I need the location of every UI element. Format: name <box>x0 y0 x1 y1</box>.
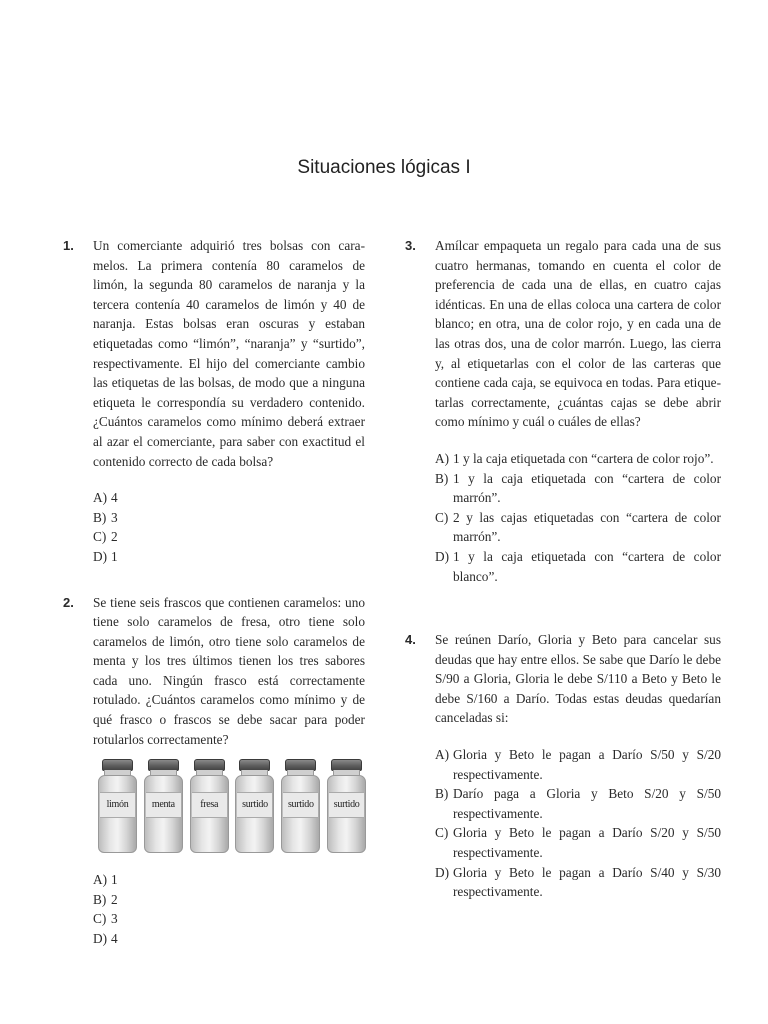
question-text: Amílcar empaqueta un regalo para cada una de sus cuatro hermanas, tomando en cuenta el color de preferencia de cada una de ellas, en cuatro cajas idénticas. En una de ellas coloca una cartera de color blanco; en otra, una de color rojo, y en cada una de las otras dos, una de color marrón. Luego, las cierra y, al etiquetarlas con el color de las carteras que contiene cada caja, se equivoca en todas. Para etiquetarlas correctamente, ¿cuántas cajas se debe abrir como mínimo y cuál o cuáles de ellas? <box>435 238 721 430</box>
options-list <box>93 488 365 566</box>
question-text: Se tiene seis frascos que contienen caramelos: uno tiene solo caramelos de fresa, otro tiene solo caramelos de limón, otro tiene solo caramelos de menta y los tres últimos tienen los tres sabores cada uno. Ningún frasco está correctamente rotulado. ¿Cuántos caramelos como mínimo y de qué frasco o frascos se debe sacar para poder rotularlos correctamente? <box>93 594 365 747</box>
jar-label: surtido <box>237 792 272 818</box>
left-column <box>63 236 365 949</box>
options-list <box>93 870 365 948</box>
options-list <box>435 449 721 586</box>
option-b: B) 3 <box>93 509 118 525</box>
option-c: C) 2 <box>93 529 118 545</box>
option-d: D) 1 y la caja etiquetada con “cartera de color blanco”. <box>435 548 721 584</box>
option-b: B) 2 <box>93 891 118 907</box>
option-d: D) 4 <box>93 931 118 947</box>
jar <box>98 759 136 853</box>
option-a: A) 1 y la caja etiquetada con “cartera de color rojo”. <box>435 450 714 466</box>
page-title: Situaciones lógicas I <box>297 157 471 178</box>
question-3 <box>405 236 721 586</box>
option-d: D) 1 <box>93 548 118 564</box>
question-number: 3. <box>405 238 416 253</box>
jar-label: surtido <box>283 792 318 818</box>
option-a: A) Gloria y Beto le pagan a Darío S/50 y S/20 respectivamente. <box>435 747 721 782</box>
question-text: Un comerciante adquirió tres bolsas con caramelos. La primera contenía 80 caramelos de limón, la segunda 80 caramelos de naranja y la tercera contenía 40 caramelos de limón y 40 de naranja. Estas bolsas eran oscuras y estaban etiquetadas como “limón”, “naranja” y “surtido”, respectivamente. El hijo del comerciante cambio las etiquetas de las bolsas, de modo que a ninguna etiqueta le correspondía su verdadero contenido. ¿Cuántos caramelos como mínimo deberá extraer al azar el comerciante, para saber con exactitud el contenido correcto de cada bolsa? <box>93 238 365 469</box>
option-b: B) Darío paga a Gloria y Beto S/20 y S/50 respectivamente. <box>435 786 721 821</box>
jar-label: limón <box>100 792 135 818</box>
option-c: C) 3 <box>93 911 118 927</box>
option-a: A) 1 <box>93 872 118 888</box>
options-list <box>435 745 721 902</box>
question-number: 1. <box>63 238 74 253</box>
option-a: A) 4 <box>93 490 118 506</box>
question-2 <box>63 593 365 949</box>
option-c: C) Gloria y Beto le pagan a Darío S/20 y S/50 respectivamente. <box>435 825 721 861</box>
jars-illustration <box>98 759 365 853</box>
jar-label: surtido <box>329 792 364 818</box>
option-d: D) Gloria y Beto le pagan a Darío S/40 y S/30 respectivamente. <box>435 864 721 900</box>
jar <box>327 759 365 853</box>
jar-label: fresa <box>192 792 227 818</box>
question-1 <box>63 236 365 567</box>
option-b: B) 1 y la caja etiquetada con “cartera de color marrón”. <box>435 470 721 506</box>
question-number: 4. <box>405 632 416 648</box>
question-number: 2. <box>63 594 74 610</box>
jar-label: menta <box>146 792 181 818</box>
question-4 <box>405 630 721 902</box>
question-text: Se reúnen Darío, Gloria y Beto para cancelar sus deudas que hay entre ellos. Se sabe que Darío le debe S/90 a Gloria, Gloria le debe S/110 a Beto y Beto le debe S/160 a Darío. Todas estas deudas quedarían canceladas si: <box>435 632 721 726</box>
jar <box>235 759 273 853</box>
jar <box>144 759 182 853</box>
jar <box>190 759 228 853</box>
option-c: C) 2 y las cajas etiquetadas con “cartera de color marrón”. <box>435 509 721 545</box>
jar <box>281 759 319 853</box>
right-column <box>405 236 721 902</box>
